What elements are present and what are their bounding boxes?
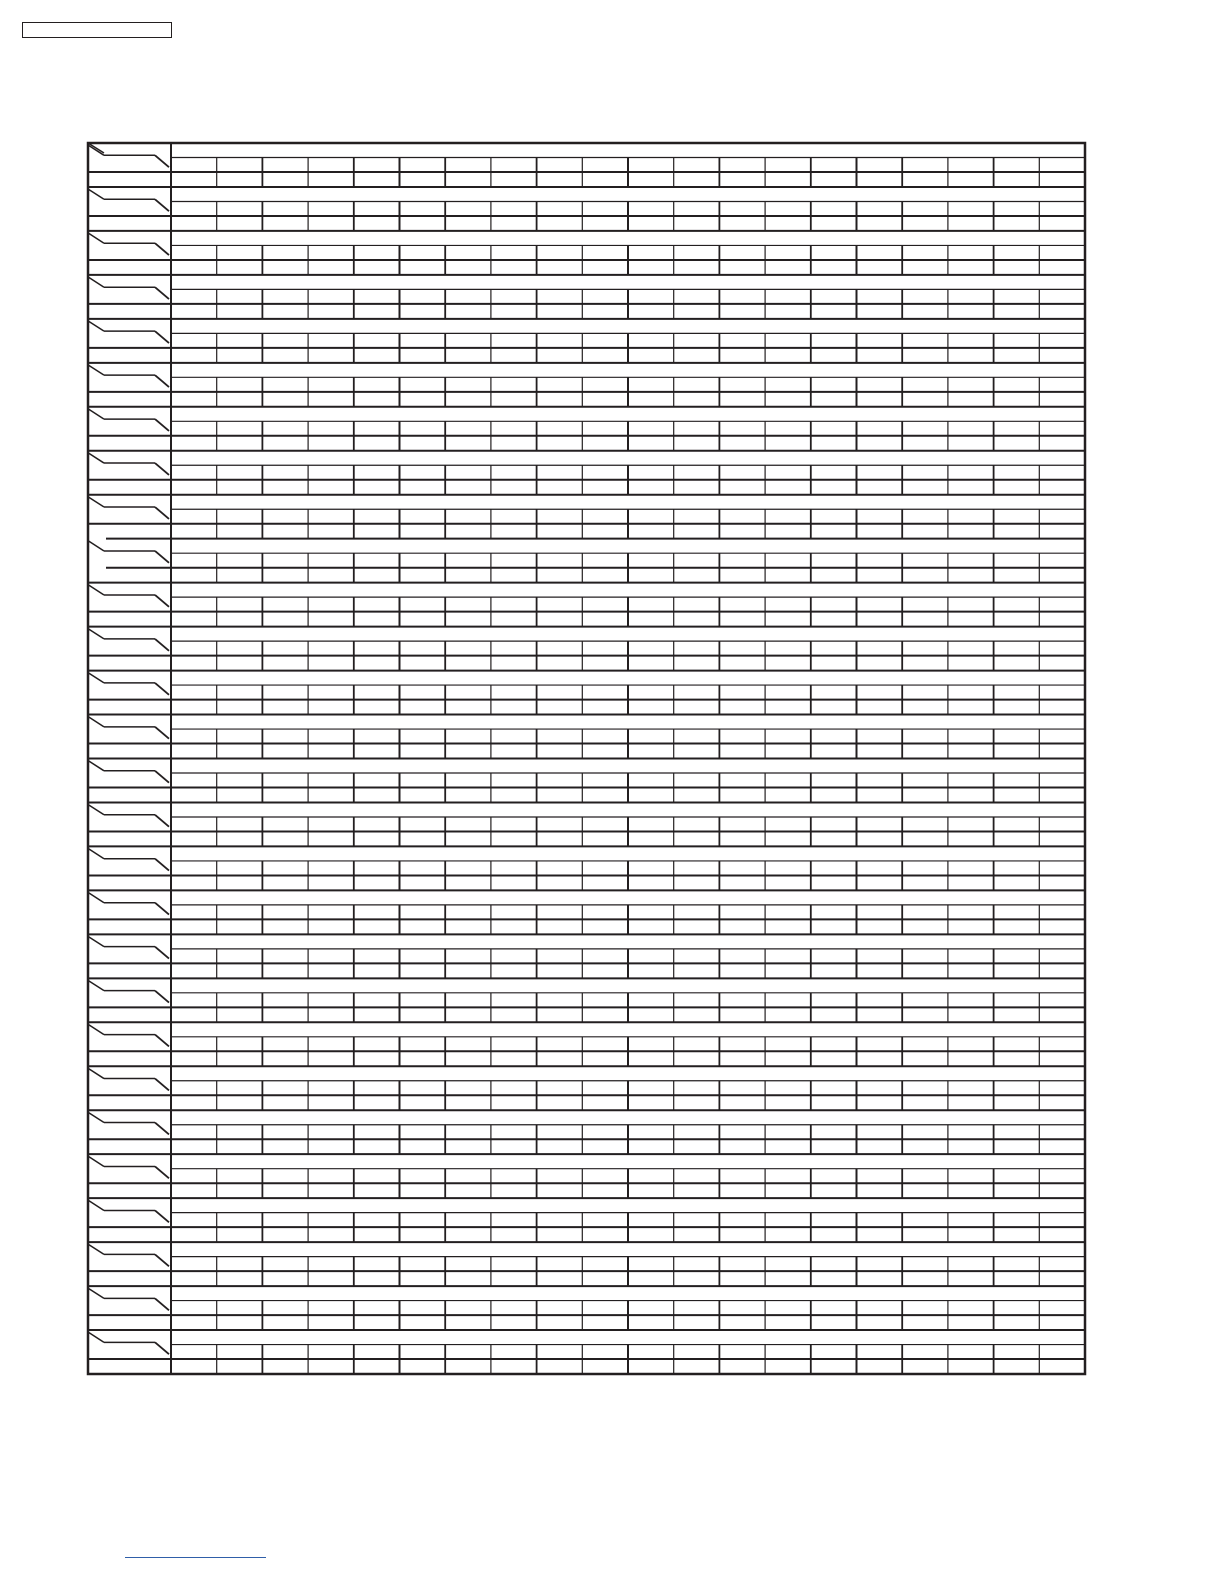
label-slash-start <box>88 233 104 243</box>
footer-rule <box>125 1557 266 1558</box>
label-slash-start <box>88 321 104 331</box>
label-slash-end <box>155 243 169 255</box>
label-slash-end <box>155 1035 169 1047</box>
label-slash-start <box>88 892 104 902</box>
label-slash-start <box>88 848 104 858</box>
label-slash-end <box>155 771 169 783</box>
label-slash-end <box>155 1342 169 1354</box>
label-slash-end <box>155 287 169 299</box>
label-slash-end <box>155 1166 169 1178</box>
label-slash-start <box>88 1244 104 1254</box>
label-slash-start <box>88 936 104 946</box>
label-slash-start <box>88 1068 104 1078</box>
label-slash-start <box>88 145 104 155</box>
label-slash-start <box>88 1332 104 1342</box>
label-slash-end <box>155 903 169 915</box>
label-slash-end <box>155 947 169 959</box>
label-slash-end <box>155 1210 169 1222</box>
label-slash-start <box>88 1024 104 1034</box>
label-slash-start <box>88 409 104 419</box>
label-slash-start <box>88 673 104 683</box>
label-slash-end <box>155 463 169 475</box>
label-slash-end <box>155 639 169 651</box>
label-slash-start <box>88 1112 104 1122</box>
label-slash-end <box>155 551 169 563</box>
label-slash-start <box>88 541 104 551</box>
label-slash-start <box>88 277 104 287</box>
label-slash-start <box>88 585 104 595</box>
label-slash-start <box>88 804 104 814</box>
label-slash-start <box>88 453 104 463</box>
label-slash-end <box>155 683 169 695</box>
label-slash-end <box>155 1254 169 1266</box>
label-slash-start <box>88 980 104 990</box>
label-slash-end <box>155 199 169 211</box>
label-slash-start <box>88 1288 104 1298</box>
label-slash-start <box>88 761 104 771</box>
label-slash-start <box>88 365 104 375</box>
label-slash-end <box>155 815 169 827</box>
label-slash-end <box>155 991 169 1003</box>
label-slash-start <box>88 1156 104 1166</box>
label-slash-end <box>155 595 169 607</box>
label-slash-end <box>155 727 169 739</box>
label-slash-end <box>155 507 169 519</box>
label-slash-start <box>88 1200 104 1210</box>
label-slash-end <box>155 1298 169 1310</box>
label-slash-end <box>155 375 169 387</box>
label-slash-start <box>88 717 104 727</box>
label-slash-start <box>88 629 104 639</box>
label-slash-start <box>88 189 104 199</box>
label-slash-end <box>155 331 169 343</box>
header-slash <box>88 143 104 153</box>
label-slash-end <box>155 155 169 167</box>
label-slash-end <box>155 859 169 871</box>
label-slash-end <box>155 419 169 431</box>
label-slash-start <box>88 497 104 507</box>
label-slash-end <box>155 1123 169 1135</box>
label-slash-end <box>155 1079 169 1091</box>
